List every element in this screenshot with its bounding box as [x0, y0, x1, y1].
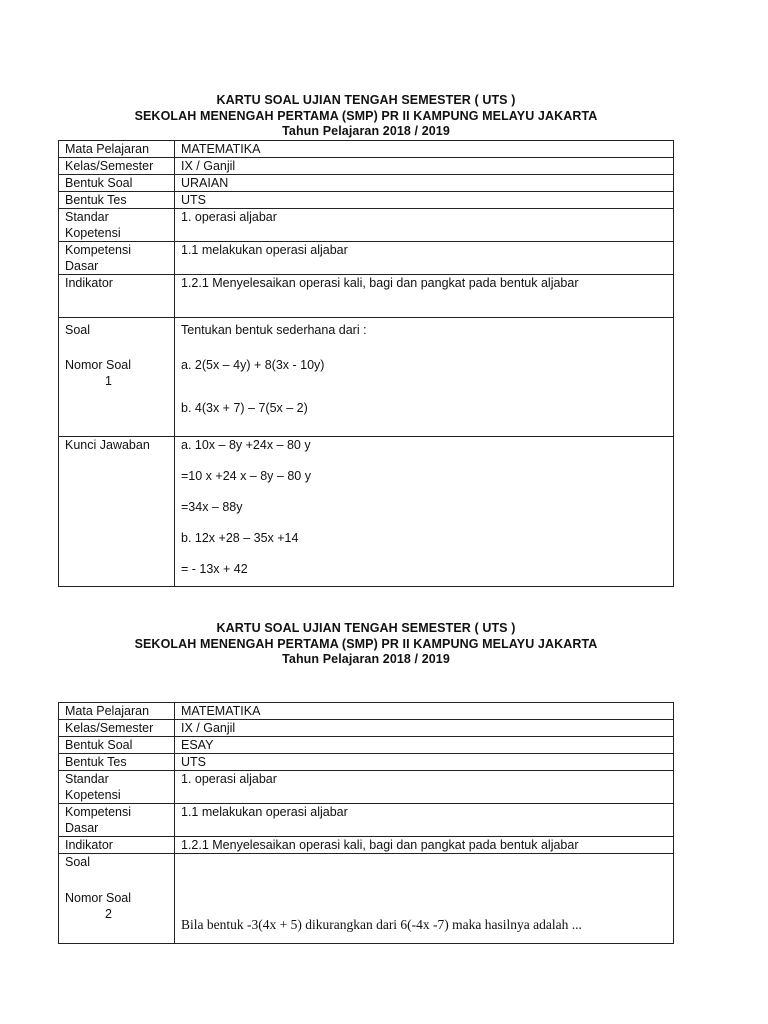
- school-name: SEKOLAH MENENGAH PERTAMA (SMP) PR II KAMPUNG MELAYU JAKARTA: [134, 636, 598, 651]
- row-label-line: Standar: [65, 209, 109, 224]
- row-value: MATEMATIKA: [175, 140, 674, 157]
- nomor-soal-value: 1: [105, 373, 112, 388]
- row-value: [175, 853, 674, 943]
- table-row: [59, 274, 674, 317]
- table-row: [59, 803, 674, 836]
- nomor-soal-label: Nomor Soal: [65, 357, 131, 372]
- row-label: Bentuk Soal: [59, 174, 175, 191]
- row-label: [59, 317, 175, 436]
- row-value: [175, 436, 674, 586]
- table-row: [59, 208, 674, 241]
- nomor-soal-label: Nomor Soal: [65, 890, 131, 905]
- table-row: [59, 140, 674, 157]
- answer-line: a. 10x – 8y +24x – 80 y: [181, 437, 311, 452]
- table-row: [59, 191, 674, 208]
- row-label: Kelas/Semester: [59, 719, 175, 736]
- table-row: [59, 241, 674, 274]
- row-label: [59, 853, 175, 943]
- question-table: [58, 140, 674, 587]
- table-row: [59, 719, 674, 736]
- answer-line: b. 12x +28 – 35x +14: [181, 530, 299, 545]
- table-row: [59, 317, 674, 436]
- academic-year: Tahun Pelajaran 2018 / 2019: [282, 652, 450, 666]
- question-intro: Tentukan bentuk sederhana dari :: [181, 322, 367, 337]
- row-label: [59, 208, 175, 241]
- question-text: Bila bentuk -3(4x + 5) dikurangkan dari 6(-4x -7) maka hasilnya adalah ...: [181, 916, 582, 932]
- row-label: Indikator: [59, 274, 175, 317]
- card-title: KARTU SOAL UJIAN TENGAH SEMESTER ( UTS ): [216, 621, 516, 635]
- answer-line: =34x – 88y: [181, 499, 243, 514]
- row-label: [59, 241, 175, 274]
- table-row: [59, 753, 674, 770]
- row-value: ESAY: [175, 736, 674, 753]
- table-row: [59, 157, 674, 174]
- row-label: Kunci Jawaban: [59, 436, 175, 586]
- question-card-2: [58, 621, 674, 944]
- school-name: SEKOLAH MENENGAH PERTAMA (SMP) PR II KAMPUNG MELAYU JAKARTA: [134, 108, 598, 123]
- row-label-line: Dasar: [65, 820, 99, 835]
- row-label: [59, 803, 175, 836]
- row-value: 1.2.1 Menyelesaikan operasi kali, bagi dan pangkat pada bentuk aljabar: [175, 274, 674, 317]
- row-label-line: Kopetensi: [65, 787, 121, 802]
- table-row: [59, 770, 674, 803]
- answer-line: =10 x +24 x – 8y – 80 y: [181, 468, 311, 483]
- row-label: Indikator: [59, 836, 175, 853]
- row-value: 1.1 melakukan operasi aljabar: [175, 241, 674, 274]
- row-value: 1.1 melakukan operasi aljabar: [175, 803, 674, 836]
- row-label: [59, 770, 175, 803]
- row-value: IX / Ganjil: [175, 719, 674, 736]
- row-value: 1. operasi aljabar: [175, 770, 674, 803]
- row-value: UTS: [175, 753, 674, 770]
- row-label: Mata Pelajaran: [59, 140, 175, 157]
- row-value: 1.2.1 Menyelesaikan operasi kali, bagi dan pangkat pada bentuk aljabar: [175, 836, 674, 853]
- table-row: [59, 436, 674, 586]
- table-row: [59, 836, 674, 853]
- soal-label: Soal: [65, 322, 91, 337]
- question-table: [58, 702, 674, 944]
- row-label-line: Kopetensi: [65, 225, 121, 240]
- row-label-line: Kompetensi: [65, 242, 132, 257]
- nomor-soal-value: 2: [105, 906, 112, 921]
- table-row: [59, 702, 674, 719]
- row-value: IX / Ganjil: [175, 157, 674, 174]
- question-item-a: a. 2(5x – 4y) + 8(3x - 10y): [181, 357, 325, 372]
- row-value: URAIAN: [175, 174, 674, 191]
- row-value: MATEMATIKA: [175, 702, 674, 719]
- row-label: Mata Pelajaran: [59, 702, 175, 719]
- table-row: [59, 853, 674, 943]
- table-row: [59, 174, 674, 191]
- row-value: [175, 317, 674, 436]
- row-label: Bentuk Tes: [59, 753, 175, 770]
- row-label-line: Kompetensi: [65, 804, 132, 819]
- table-row: [59, 736, 674, 753]
- row-label: Kelas/Semester: [59, 157, 175, 174]
- row-value: 1. operasi aljabar: [175, 208, 674, 241]
- row-label: Bentuk Tes: [59, 191, 175, 208]
- question-item-b: b. 4(3x + 7) – 7(5x – 2): [181, 400, 308, 415]
- answer-line: = - 13x + 42: [181, 561, 248, 576]
- row-label-line: Dasar: [65, 258, 99, 273]
- soal-label: Soal: [65, 854, 91, 869]
- question-card-1: [58, 93, 674, 587]
- row-label-line: Standar: [65, 771, 109, 786]
- row-label: Bentuk Soal: [59, 736, 175, 753]
- card-title: KARTU SOAL UJIAN TENGAH SEMESTER ( UTS ): [216, 93, 516, 107]
- academic-year: Tahun Pelajaran 2018 / 2019: [282, 124, 450, 138]
- row-value: UTS: [175, 191, 674, 208]
